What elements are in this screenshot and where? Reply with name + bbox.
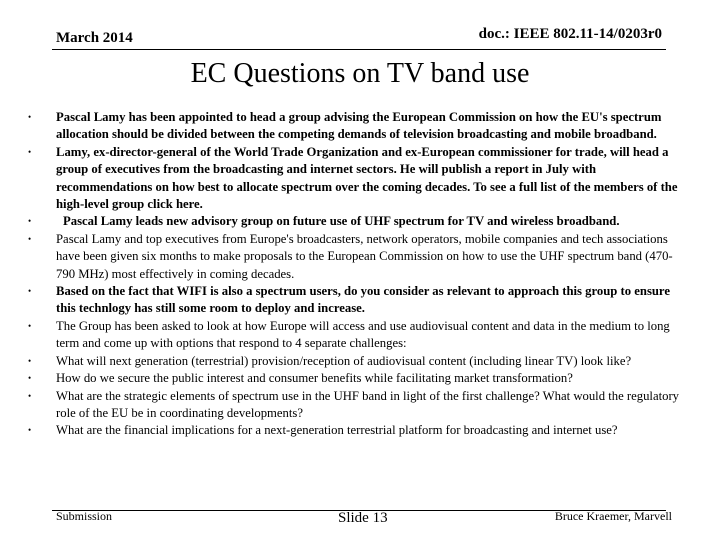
header-divider: [52, 49, 666, 50]
bullet-text: Pascal Lamy and top executives from Europe's broadcasters, network operators, mobile companies and tech associations have been given six months to make proposals to the European Commission on how to use the UHF spectrum band (470-790 MHz) most effectively in coming decades.: [56, 231, 673, 281]
bullet-text: Pascal Lamy leads new advisory group on future use of UHF spectrum for TV and wireless broadband.: [63, 214, 620, 229]
bullet-item: [28, 109, 686, 144]
bullet-marker: •: [28, 233, 32, 244]
footer-author: Bruce Kraemer, Marvell: [554, 509, 672, 523]
bullet-item: [28, 370, 686, 387]
bullet-text: What are the strategic elements of spectrum use in the UHF band in light of the first challenge? What would the regulatory role of the EU be in coordinating developments?: [56, 388, 680, 420]
bullet-item: [28, 422, 686, 439]
bullet-item: [28, 144, 686, 214]
bullet-text: Lamy, ex-director-general of the World Trade Organization and ex-European commissioner for trade, will head a group of executives from the broadcasting and internet sectors. He will publish a report in July with recommendations on how best to allocate spectrum over the coming decades. To see a full list of the members of the high-level group click here.: [56, 144, 678, 212]
slide-number: Slide 13: [338, 510, 388, 526]
bullet-text: Pascal Lamy has been appointed to head a group advising the European Commission on how the EU's spectrum allocation should be divided between the competing demands of television broadcasting and mobile broadband.: [56, 110, 662, 142]
bullet-marker: •: [28, 390, 32, 401]
bullet-list: [28, 109, 686, 440]
bullet-item: [28, 388, 686, 423]
bullet-item: [28, 353, 686, 370]
bullet-item: [28, 231, 686, 283]
bullet-marker: •: [28, 320, 32, 331]
bullet-marker: •: [28, 146, 32, 157]
bullet-marker: •: [28, 112, 32, 122]
bullet-marker: •: [28, 216, 32, 227]
bullet-item: [28, 318, 686, 353]
bullet-text: How do we secure the public interest and consumer benefits while facilitating market transformation?: [56, 371, 573, 386]
bullet-text: The Group has been asked to look at how Europe will access and use audiovisual content and data in the medium to long term and come up with options that respond to 4 separate challenges:: [56, 318, 670, 351]
bullet-marker: •: [28, 373, 32, 384]
bullet-text: Based on the fact that WIFI is also a spectrum users, do you consider as relevant to approach this group to ensure this technlogy has still some room to deploy and increase.: [56, 284, 670, 316]
bullet-marker: •: [28, 355, 32, 366]
footer-submission: Submission: [56, 509, 113, 523]
header-doc-id: doc.: IEEE 802.11-14/0203r0: [478, 26, 662, 42]
bullet-marker: •: [28, 286, 32, 297]
bullet-item: [28, 213, 686, 230]
bullet-text: What will next generation (terrestrial) provision/reception of audiovisual content (including linear TV) look like?: [56, 353, 632, 368]
header-date: March 2014: [56, 30, 133, 46]
slide-title: EC Questions on TV band use: [190, 58, 530, 89]
bullet-item: [28, 283, 686, 318]
bullet-text: What are the financial implications for a next-generation terrestrial platform for broadcasting and internet use?: [56, 423, 618, 438]
bullet-marker: •: [28, 425, 32, 436]
